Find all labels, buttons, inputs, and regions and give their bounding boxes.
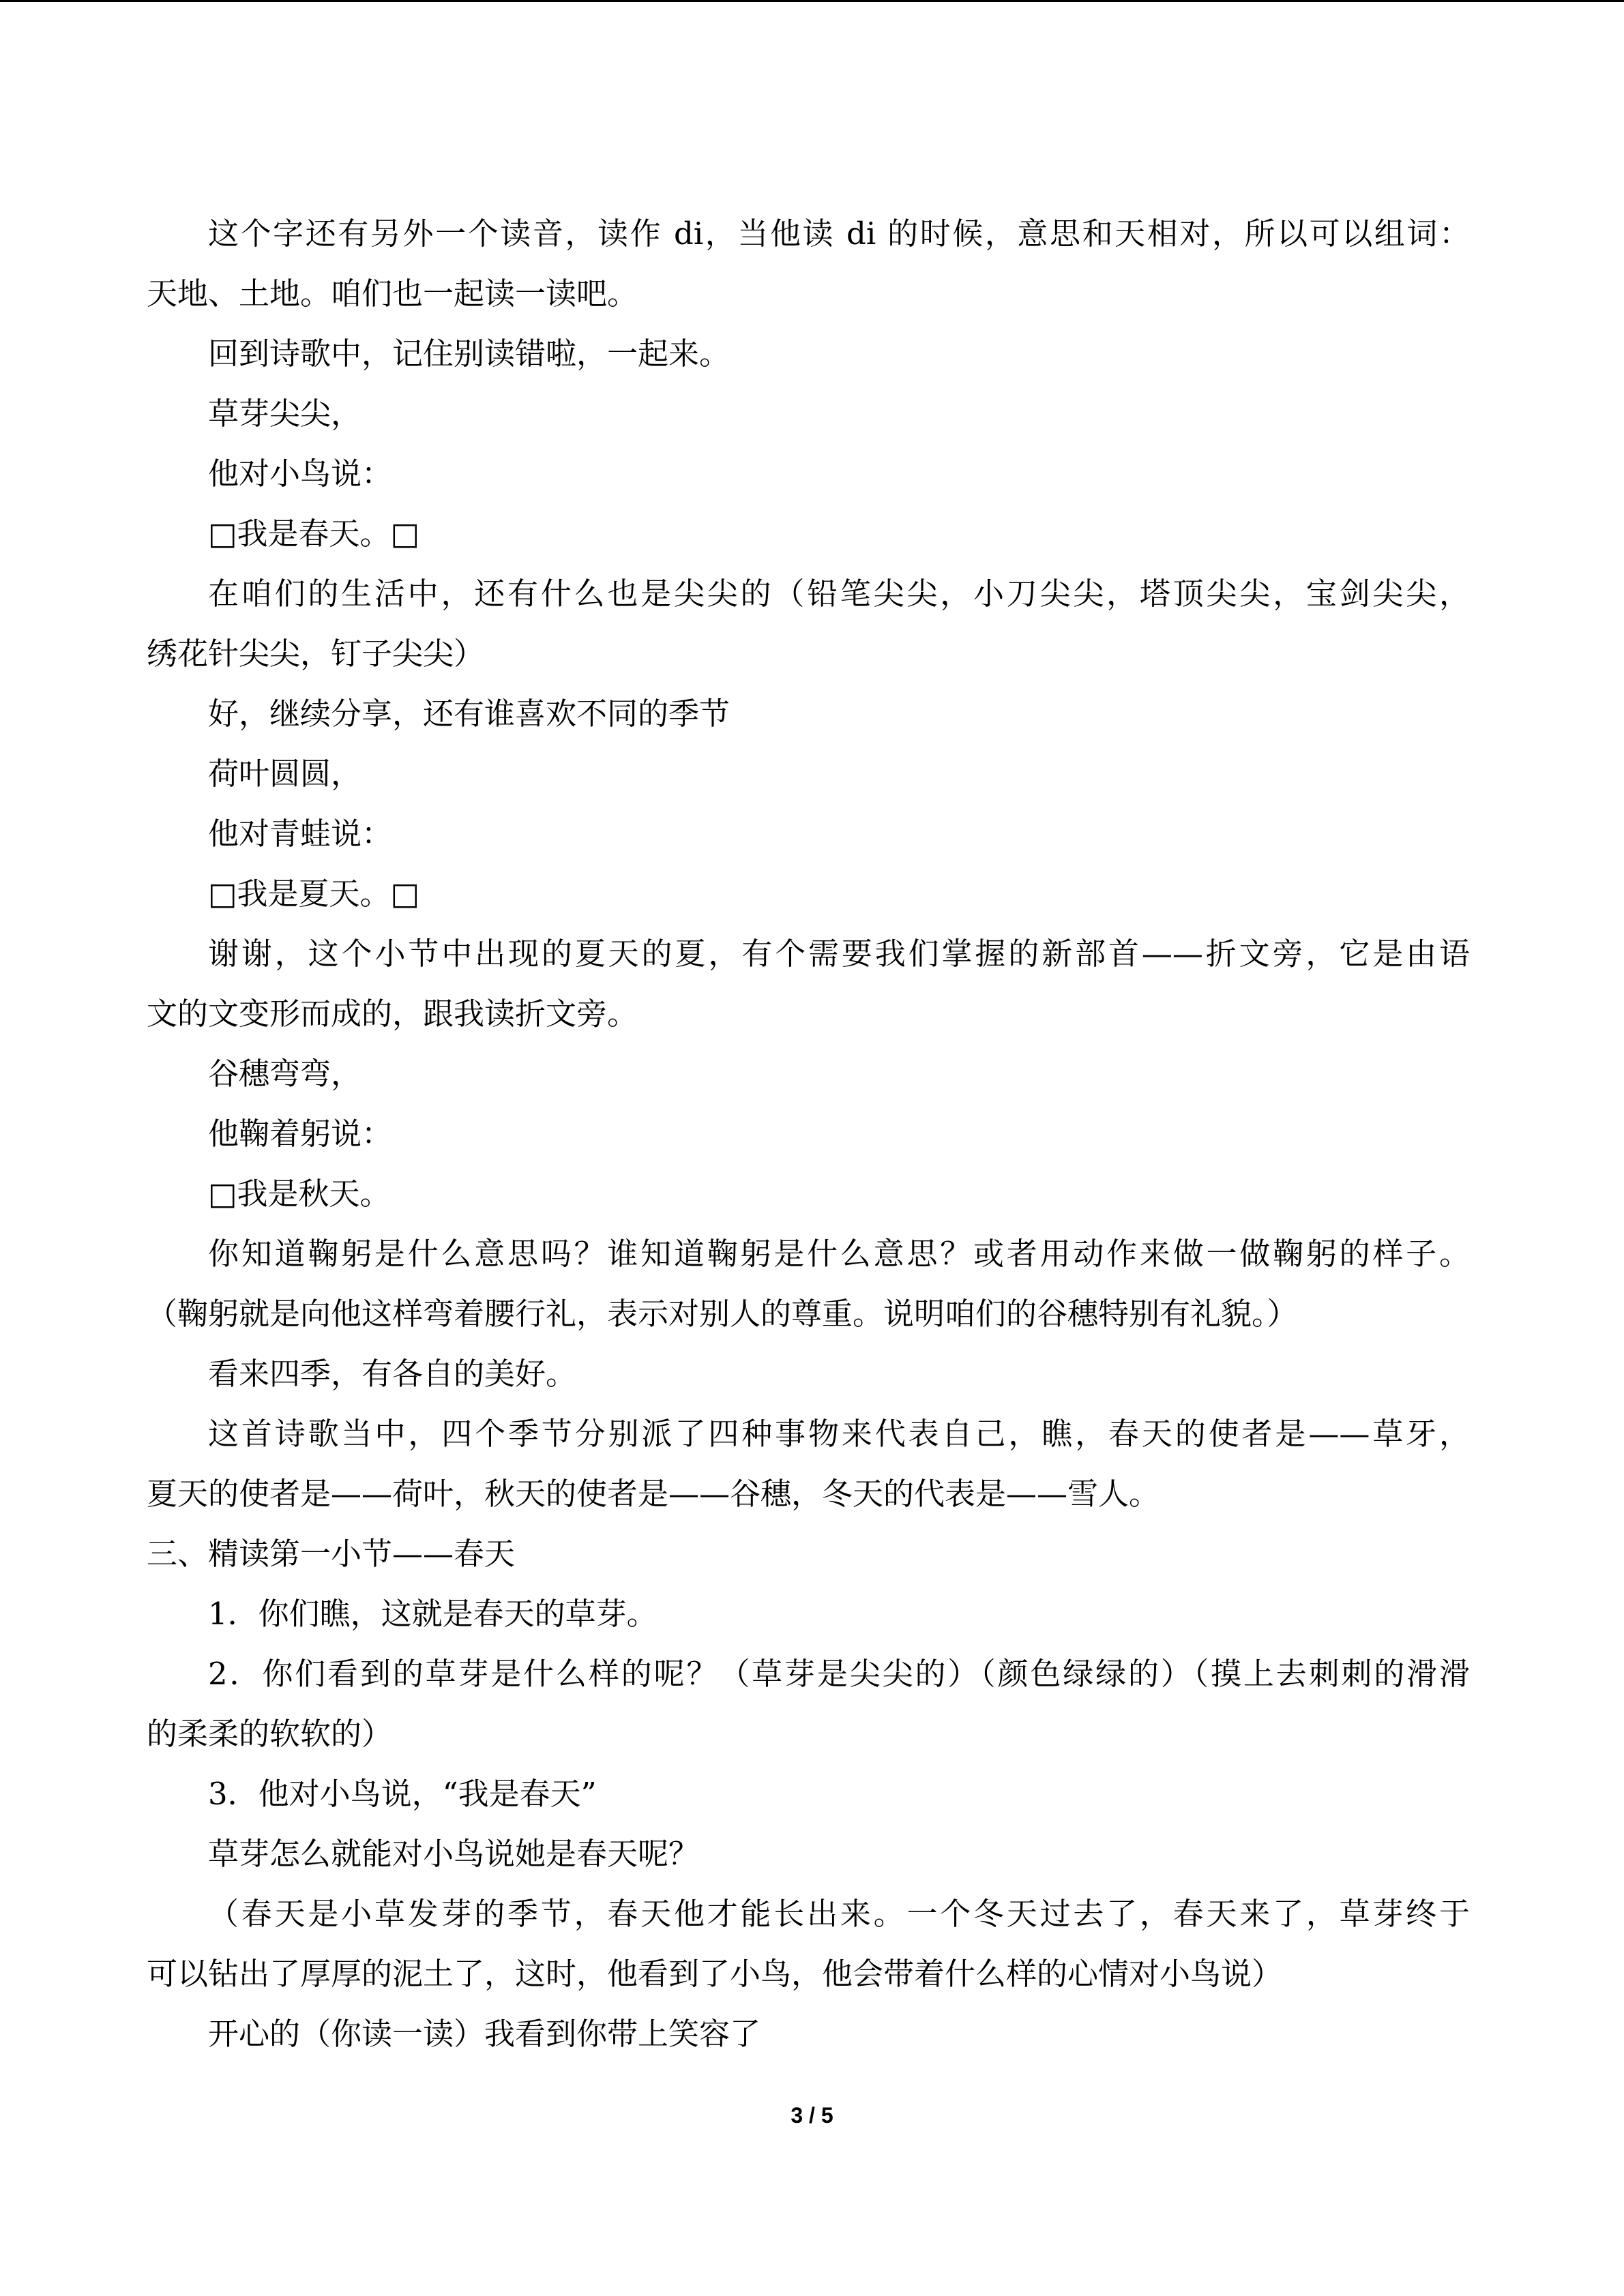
- text-line: 谷穗弯弯，: [208, 1056, 362, 1092]
- text-line: （鞠躬就是向他这样弯着腰行礼，表示对别人的尊重。说明咱们的谷穗特别有礼貌。）: [147, 1296, 1298, 1332]
- page-number: 3 / 5: [791, 2103, 833, 2128]
- text-line: 1．你们瞧，这就是春天的草芽。: [208, 1596, 658, 1632]
- poem-line: [147, 384, 1470, 444]
- poem-line: [147, 1044, 1470, 1104]
- text-line: 回到诗歌中，记住别读错啦，一起来。: [208, 336, 730, 372]
- text-line: 在咱们的生活中，还有什么也是尖尖的（铅笔尖尖，小刀尖尖，塔顶尖尖，宝剑尖尖，: [208, 576, 1470, 612]
- text-line: 2．你们看到的草芽是什么样的呢？（草芽是尖尖的）（颜色绿绿的）（摸上去刺刺的滑滑: [208, 1656, 1470, 1692]
- poem-line: [147, 1104, 1470, 1164]
- text-line: 他鞠着躬说：: [208, 1116, 393, 1152]
- poem-line: [147, 444, 1470, 504]
- paragraph: [147, 1404, 1470, 1524]
- text-line: □我是春天。□: [208, 516, 420, 552]
- poem-line: [147, 744, 1470, 804]
- text-line: 三、精读第一小节——春天: [147, 1536, 516, 1572]
- poem-line: [147, 1164, 1470, 1224]
- text-line: 可以钻出了厚厚的泥土了，这时，他看到了小鸟，他会带着什么样的心情对小鸟说）: [147, 1956, 1283, 1992]
- text-line: 绣花针尖尖，钉子尖尖）: [147, 636, 485, 672]
- text-line: 开心的（你读一读）我看到你带上笑容了: [208, 2016, 761, 2052]
- text-line: 这首诗歌当中，四个季节分别派了四种事物来代表自己，瞧，春天的使者是——草牙，: [208, 1416, 1470, 1452]
- text-line: 好，继续分享，还有谁喜欢不同的季节: [208, 696, 730, 732]
- text-line: 3．他对小鸟说，“我是春天”: [208, 1776, 597, 1812]
- paragraph: [147, 1824, 1470, 1884]
- list-item: [147, 1764, 1470, 1824]
- paragraph: [147, 2004, 1470, 2064]
- paragraph: [147, 684, 1470, 744]
- text-line: 你知道鞠躬是什么意思吗？谁知道鞠躬是什么意思？或者用动作来做一做鞠躬的样子。: [208, 1236, 1470, 1272]
- document-body: [147, 204, 1470, 2064]
- text-line: 他对青蛙说：: [208, 816, 393, 852]
- text-line: 草芽尖尖，: [208, 396, 362, 432]
- poem-line: [147, 804, 1470, 864]
- paragraph: [147, 1344, 1470, 1404]
- section-heading: [147, 1524, 1470, 1584]
- text-line: 天地、土地。咱们也一起读一读吧。: [147, 275, 638, 312]
- paragraph: [147, 324, 1470, 384]
- text-line: 这个字还有另外一个读音，读作 di，当他读 di 的时候，意思和天相对，所以可以组词：: [208, 215, 1470, 252]
- text-line: 谢谢，这个小节中出现的夏天的夏，有个需要我们掌握的新部首——折文旁，它是由语: [208, 936, 1470, 972]
- paragraph: [147, 564, 1470, 684]
- text-line: 文的文变形而成的，跟我读折文旁。: [147, 996, 638, 1032]
- poem-line: [147, 864, 1470, 924]
- text-line: （春天是小草发芽的季节，春天他才能长出来。一个冬天过去了，春天来了，草芽终于: [208, 1896, 1470, 1932]
- text-line: 夏天的使者是——荷叶，秋天的使者是——谷穗，冬天的代表是——雪人。: [147, 1476, 1160, 1512]
- paragraph: [147, 1224, 1470, 1344]
- paragraph: [147, 204, 1470, 324]
- page-top-border: [0, 0, 1624, 2]
- text-line: □我是秋天。: [208, 1176, 391, 1212]
- list-item: [147, 1644, 1470, 1764]
- text-line: 的柔柔的软软的）: [147, 1716, 393, 1752]
- text-line: 荷叶圆圆，: [208, 756, 362, 792]
- text-line: 他对小鸟说：: [208, 456, 393, 492]
- poem-line: [147, 504, 1470, 564]
- paragraph: [147, 924, 1470, 1044]
- text-line: 看来四季，有各自的美好。: [208, 1356, 577, 1392]
- list-item: [147, 1584, 1470, 1644]
- paragraph: [147, 1884, 1470, 2004]
- text-line: □我是夏天。□: [208, 876, 420, 912]
- text-line: 草芽怎么就能对小鸟说她是春天呢？: [208, 1836, 700, 1872]
